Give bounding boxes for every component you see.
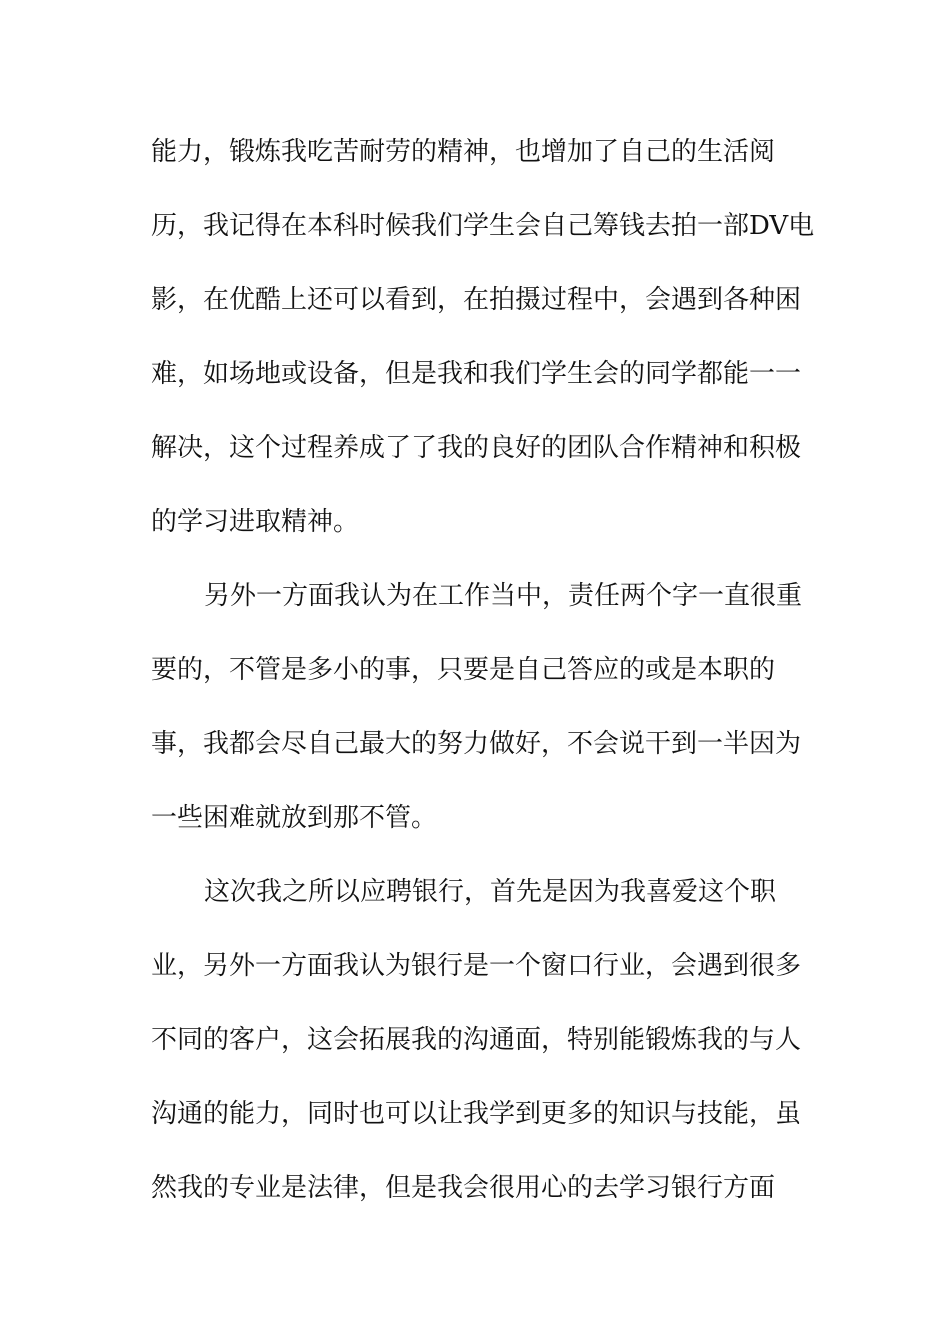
text-line: 不同的客户，这会拓展我的沟通面，特别能锻炼我的与人 <box>151 1025 802 1055</box>
paragraph-first-line: 另外一方面我认为在工作当中，责任两个字一直很重 <box>204 581 803 611</box>
text-line: 难，如场地或设备，但是我和我们学生会的同学都能一一 <box>151 359 802 389</box>
text-line: 一些困难就放到那不管。 <box>151 803 438 833</box>
text-line: 然我的专业是法律，但是我会很用心的去学习银行方面 <box>151 1173 776 1203</box>
text-line: 业，另外一方面我认为银行是一个窗口行业，会遇到很多 <box>151 951 802 981</box>
text-line: 解决，这个过程养成了了我的良好的团队合作精神和积极 <box>151 433 802 463</box>
text-line: 的学习进取精神。 <box>151 507 360 537</box>
text-line: 能力，锻炼我吃苦耐劳的精神，也增加了自己的生活阅 <box>151 137 776 167</box>
text-line: 历，我记得在本科时候我们学生会自己筹钱去拍一部DV电 <box>151 211 815 241</box>
paragraph-first-line: 这次我之所以应聘银行，首先是因为我喜爱这个职 <box>204 877 777 907</box>
text-line: 沟通的能力，同时也可以让我学到更多的知识与技能，虽 <box>151 1099 802 1129</box>
text-line: 事，我都会尽自己最大的努力做好，不会说干到一半因为 <box>151 729 802 759</box>
text-line: 要的，不管是多小的事，只要是自己答应的或是本职的 <box>151 655 776 685</box>
text-line: 影，在优酷上还可以看到，在拍摄过程中，会遇到各种困 <box>151 285 802 315</box>
